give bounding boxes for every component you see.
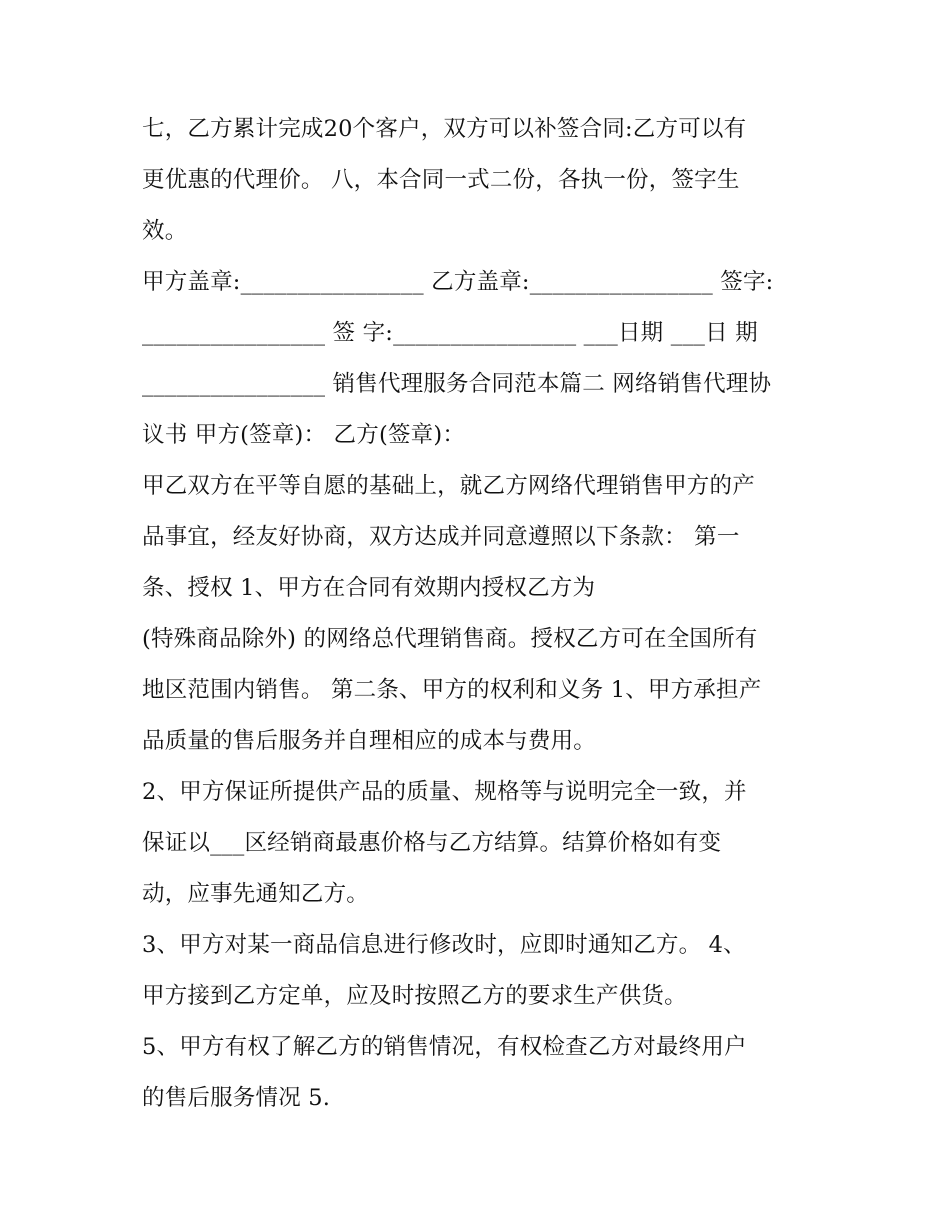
text-line: 2、甲方保证所提供产品的质量、规格等与说明完全一致，并 [142,779,747,805]
text-line: ________________ 销售代理服务合同范本篇二 网络销售代理协 [142,371,772,397]
text-line: 甲方盖章:________________ 乙方盖章:________________ 签字: [142,269,774,295]
text-line: 效。 [142,218,188,244]
text-line: ________________ 签 字:________________ ___日期 ___日 期 [142,320,758,346]
text-line: 七，乙方累计完成20个客户，双方可以补签合同:乙方可以有 [142,116,747,142]
document-body [142,104,822,1124]
text-line: 甲方接到乙方定单，应及时按照乙方的要求生产供货。 [142,983,687,1009]
text-line: 甲乙双方在平等自愿的基础上，就乙方网络代理销售甲方的产 [142,473,755,499]
text-line: 保证以___区经销商最惠价格与乙方结算。结算价格如有变 [142,830,722,856]
text-line: 5、甲方有权了解乙方的销售情况，有权检查乙方对最终用户 [142,1034,747,1060]
text-line: 品事宜，经友好协商，双方达成并同意遵照以下条款： 第一 [142,524,740,550]
text-line: 3、甲方对某一商品信息进行修改时，应即时通知乙方。 4、 [142,932,746,958]
text-line: (特殊商品除外) 的网络总代理销售商。授权乙方可在全国所有 [142,626,758,652]
text-line: 条、授权 1、甲方在合同有效期内授权乙方为 [142,575,596,601]
text-line: 议书 甲方(签章)： 乙方(签章)： [142,422,466,448]
text-line: 地区范围内销售。 第二条、甲方的权利和义务 1、甲方承担产 [142,677,762,703]
text-line: 动，应事先通知乙方。 [142,881,370,907]
text-line: 更优惠的代理价。 八，本合同一式二份，各执一份，签字生 [142,167,740,193]
text-line: 的售后服务情况 5. [142,1085,331,1111]
text-line: 品质量的售后服务并自理相应的成本与费用。 [142,728,597,754]
